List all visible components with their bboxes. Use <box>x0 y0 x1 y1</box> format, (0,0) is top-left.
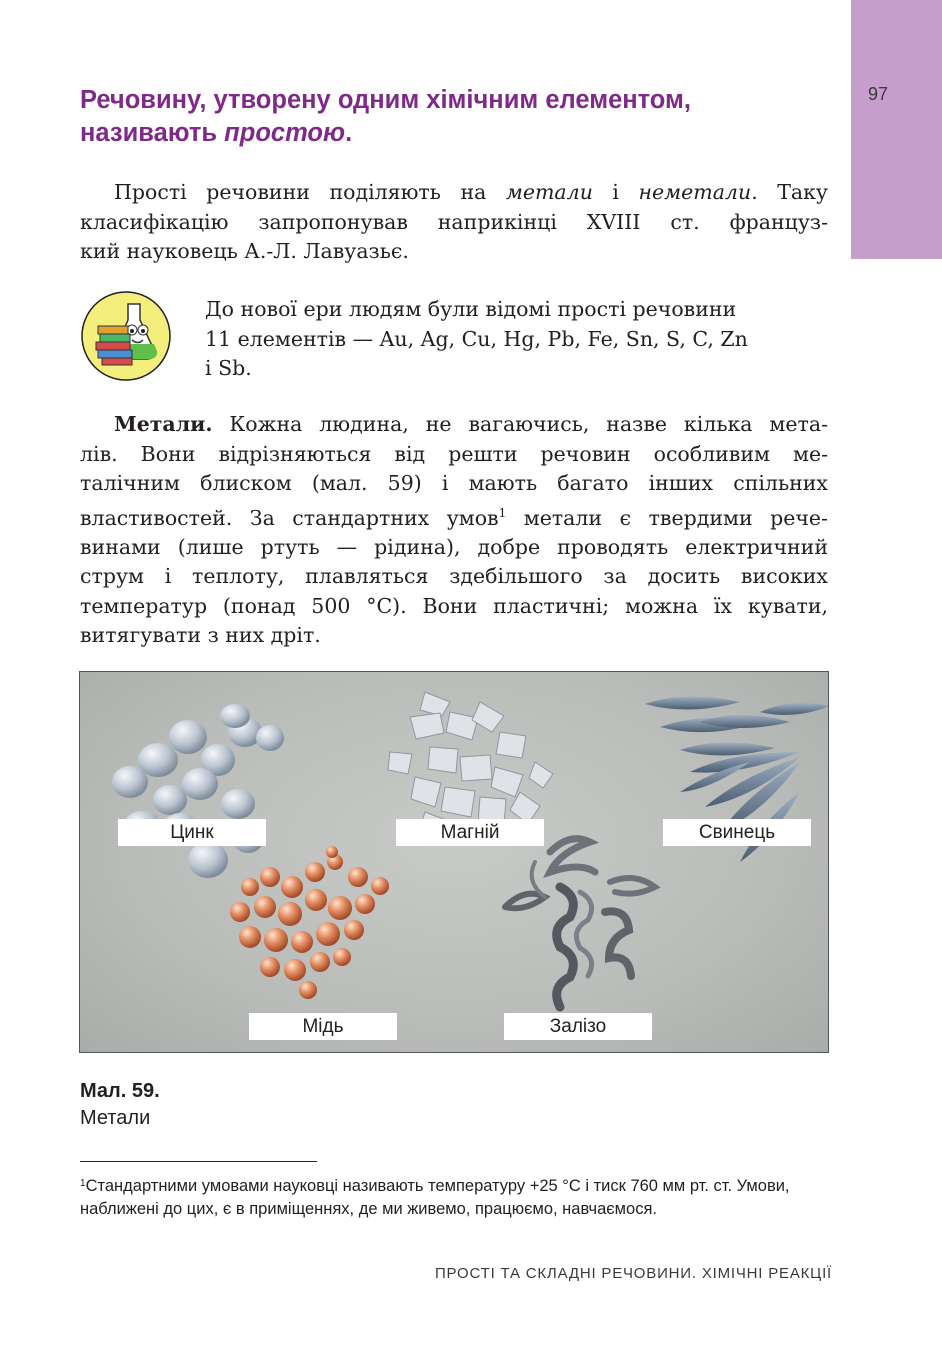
paragraph-line: кий науковець А.-Л. Лавуазьє. <box>80 239 409 263</box>
paragraph-line <box>80 410 828 440</box>
copper-granules <box>230 846 389 999</box>
footnote-divider <box>80 1161 317 1162</box>
term-metals: метали <box>505 180 593 204</box>
paragraph-line: температур (понад 500 °С). Вони пластичні; можна їх кувати, <box>80 593 828 618</box>
text-run: Прості речовини поділяють на <box>114 180 506 204</box>
footnote-mark: 1 <box>498 505 507 520</box>
label-lead: Свинець <box>663 819 811 846</box>
paragraph-line: струм і теплоту, плавляться здебільшого за досить високих <box>80 564 828 589</box>
historical-fact-box <box>205 295 828 384</box>
text-run: і <box>592 180 639 204</box>
paragraph-line <box>80 178 828 208</box>
section-lead: Метали. <box>114 412 213 436</box>
metals-photo-figure <box>79 671 829 1053</box>
fact-line: і Sb. <box>205 356 252 380</box>
book-flask-mascot-icon <box>80 290 172 382</box>
paragraph-line <box>80 499 828 533</box>
heading-emphasis: простою <box>224 119 346 147</box>
figure-caption-title: Мал. 59. <box>80 1080 160 1102</box>
figure-caption-text: Метали <box>80 1107 151 1129</box>
fact-line: 11 елементів — Au, Ag, Cu, Hg, Pb, Fe, Sn, S, C, Zn <box>205 326 748 351</box>
paragraph-line: класифікацію запропонував наприкінці XVIII ст. француз- <box>80 209 828 234</box>
footnote-text: Стандартними умовами науковці називають температуру +25 °С і тиск 760 мм рт. ст. Умови, наближені до цих, є в приміщеннях, де ми живемо, працюємо, навчаємося. <box>80 1177 790 1218</box>
label-magnesium: Магній <box>396 819 544 846</box>
text-run: Кожна людина, не вагаючись, назве кілька мета- <box>212 412 828 436</box>
definition-heading <box>80 84 840 150</box>
chapter-side-tab <box>851 0 942 259</box>
label-iron: Залізо <box>504 1013 652 1040</box>
paragraph-line: витягувати з них дріт. <box>80 623 321 648</box>
footnote <box>80 1172 828 1221</box>
label-copper: Мідь <box>249 1013 397 1040</box>
term-nonmetals: неметали <box>638 180 752 204</box>
metals-photo <box>80 672 829 1053</box>
text-run: метали є твердими рече- <box>506 505 828 530</box>
heading-line-2: називають <box>80 119 225 147</box>
classification-paragraph <box>80 178 828 267</box>
metals-paragraph <box>80 410 828 651</box>
running-footer: ПРОСТІ ТА СКЛАДНІ РЕЧОВИНИ. ХІМІЧНІ РЕАКЦІЇ <box>434 1265 832 1282</box>
paragraph-line: винами (лише ртуть — рідина), добре проводять електричний <box>80 534 828 559</box>
iron-shavings <box>505 839 655 1007</box>
footnote-number: 1 <box>80 1178 86 1189</box>
heading-line-1: Речовину, утворену одним хімічним елементом, <box>80 86 691 114</box>
paragraph-line: лів. Вони відрізняються від решти речовин особливим ме- <box>80 441 828 466</box>
text-run: . Таку <box>751 180 828 204</box>
page-number: 97 <box>868 84 889 104</box>
paragraph-line: талічним блиском (мал. 59) і мають багато інших спільних <box>80 471 828 495</box>
text-run: властивостей. За стандартних умов <box>80 505 499 530</box>
fact-line: До нової ери людям були відомі прості речовини <box>205 297 737 321</box>
label-zinc: Цинк <box>118 819 266 846</box>
zinc-granules <box>112 704 284 878</box>
heading-period: . <box>345 119 353 147</box>
